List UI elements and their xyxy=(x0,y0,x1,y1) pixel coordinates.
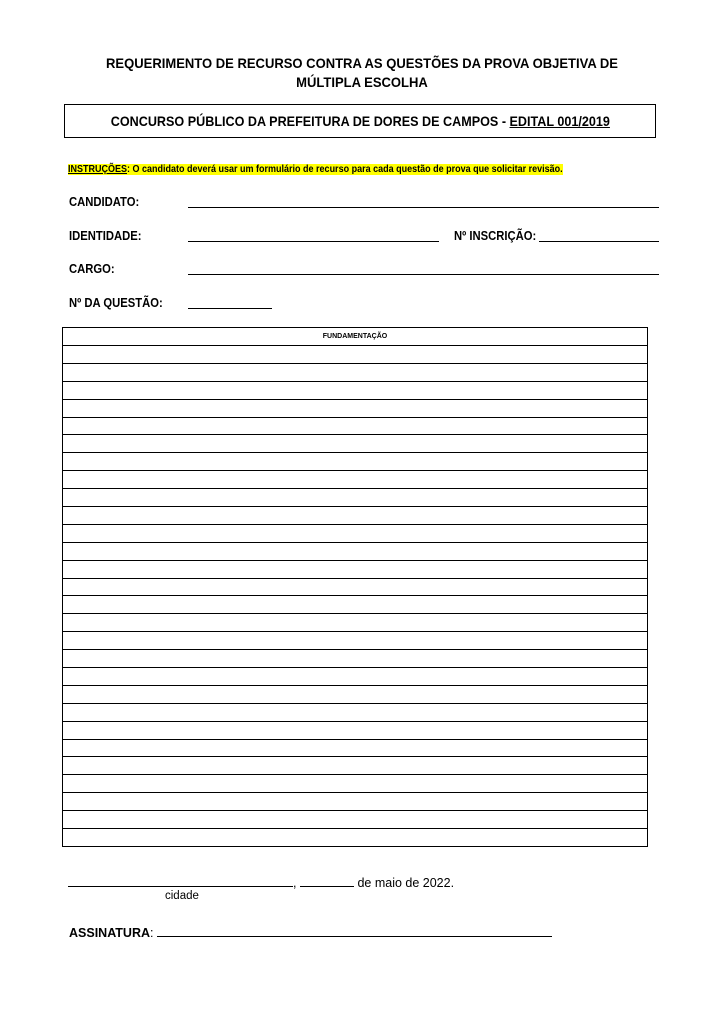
fundamentacao-row[interactable] xyxy=(63,757,647,775)
form-title xyxy=(81,54,643,92)
fundamentacao-row[interactable] xyxy=(63,775,647,793)
date-separator: , xyxy=(293,876,297,890)
fundamentacao-row[interactable] xyxy=(63,650,647,668)
fundamentacao-row[interactable] xyxy=(63,471,647,489)
instructions-text: : O candidato deverá usar um formulário de recurso para cada questão de prova que solicitar revisão. xyxy=(127,164,563,175)
signature-field[interactable] xyxy=(157,924,552,937)
edital-number: EDITAL 001/2019 xyxy=(509,113,610,129)
fundamentacao-row[interactable] xyxy=(63,704,647,722)
inscricao-field[interactable] xyxy=(539,241,659,242)
fundamentacao-row[interactable] xyxy=(63,793,647,811)
fundamentacao-row[interactable] xyxy=(63,686,647,704)
candidato-label: CANDIDATO: xyxy=(69,195,140,209)
fundamentacao-row[interactable] xyxy=(63,632,647,650)
signature-line xyxy=(69,924,552,940)
city-field[interactable] xyxy=(68,874,293,887)
fundamentacao-row[interactable] xyxy=(63,418,647,436)
form-title-line1: REQUERIMENTO DE RECURSO CONTRA AS QUESTÕES DA PROVA OBJETIVA DE xyxy=(106,55,618,71)
fundamentacao-row[interactable] xyxy=(63,614,647,632)
form-title-line2: MÚLTIPLA ESCOLHA xyxy=(296,74,428,90)
day-field[interactable] xyxy=(300,874,354,887)
instructions-label: INSTRUÇÕES xyxy=(68,164,128,175)
contest-box xyxy=(64,104,656,138)
date-text: de maio de 2022. xyxy=(357,876,455,890)
fundamentacao-row[interactable] xyxy=(63,453,647,471)
date-line xyxy=(68,874,454,890)
questao-field[interactable] xyxy=(188,308,272,309)
fundamentacao-header: FUNDAMENTAÇÃO xyxy=(63,328,647,346)
inscricao-label: Nº INSCRIÇÃO: xyxy=(454,229,537,243)
fundamentacao-row[interactable] xyxy=(63,346,647,364)
city-label: cidade xyxy=(165,890,199,902)
fundamentacao-row[interactable] xyxy=(63,382,647,400)
contest-title: CONCURSO PÚBLICO DA PREFEITURA DE DORES DE CAMPOS - xyxy=(110,113,510,129)
fundamentacao-row[interactable] xyxy=(63,364,647,382)
signature-label: ASSINATURA xyxy=(69,926,151,940)
signature-colon: : xyxy=(150,926,154,940)
identidade-label: IDENTIDADE: xyxy=(69,229,142,243)
identidade-field[interactable] xyxy=(188,241,439,242)
fundamentacao-row[interactable] xyxy=(63,561,647,579)
fundamentacao-row[interactable] xyxy=(63,400,647,418)
fundamentacao-row[interactable] xyxy=(63,668,647,686)
cargo-label: CARGO: xyxy=(69,262,115,276)
fundamentacao-row[interactable] xyxy=(63,596,647,614)
fundamentacao-row[interactable] xyxy=(63,507,647,525)
fundamentacao-grid[interactable] xyxy=(62,327,648,847)
fundamentacao-row[interactable] xyxy=(63,579,647,597)
cargo-field[interactable] xyxy=(188,274,659,275)
questao-label: Nº DA QUESTÃO: xyxy=(69,296,163,310)
instructions xyxy=(68,164,563,175)
fundamentacao-row[interactable] xyxy=(63,435,647,453)
fundamentacao-row[interactable] xyxy=(63,489,647,507)
fundamentacao-row[interactable] xyxy=(63,811,647,829)
fundamentacao-row[interactable] xyxy=(63,722,647,740)
candidato-field[interactable] xyxy=(188,207,659,208)
fundamentacao-row[interactable] xyxy=(63,829,647,847)
fundamentacao-row[interactable] xyxy=(63,543,647,561)
fundamentacao-row[interactable] xyxy=(63,525,647,543)
fundamentacao-row[interactable] xyxy=(63,740,647,758)
